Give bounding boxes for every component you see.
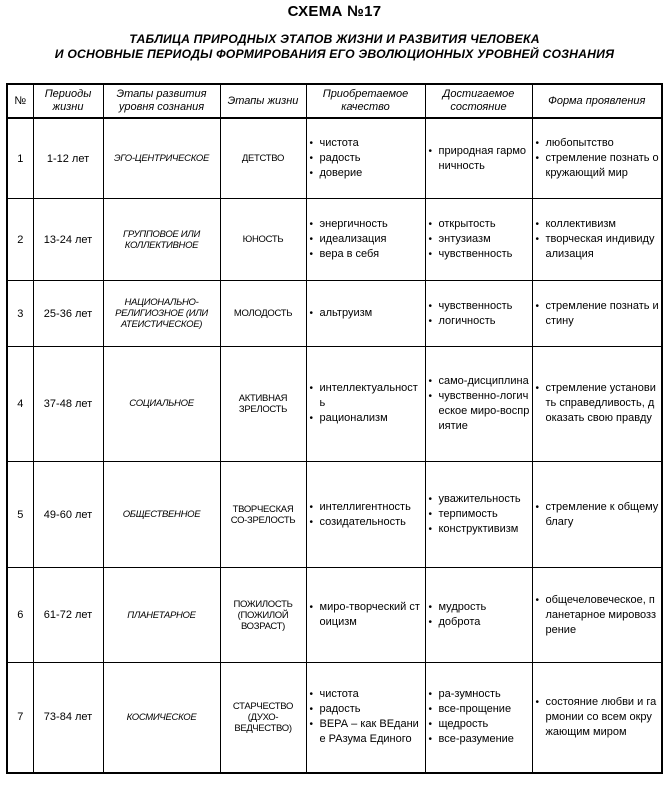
acquired-quality-item: • идеализация	[310, 232, 423, 247]
achieved-state-list	[425, 461, 532, 568]
achieved-state-list-bullets	[429, 374, 530, 434]
scheme-title: СХЕМА №17	[287, 3, 382, 20]
table-row	[7, 461, 662, 568]
acquired-quality-item: • чистота	[310, 687, 423, 702]
table-row	[7, 347, 662, 462]
achieved-state-item: • все-прощение	[429, 702, 530, 717]
header-num: №	[7, 84, 33, 118]
achieved-state-item: • уважительность	[429, 492, 530, 507]
achieved-state-item: • доброта	[429, 615, 530, 630]
acquired-quality-list-bullets	[310, 687, 423, 747]
life-period: 25-36 лет	[33, 281, 103, 347]
row-number: 3	[7, 281, 33, 347]
life-stage: МОЛОДОСТЬ	[220, 281, 306, 347]
consciousness-stage: ЭГО-ЦЕНТРИЧЕСКОЕ	[103, 118, 220, 199]
life-stage: ДЕТСТВО	[220, 118, 306, 199]
manifestation-form-list-bullets	[536, 695, 660, 740]
acquired-quality-list-bullets	[310, 381, 423, 426]
manifestation-form-list	[532, 568, 662, 662]
acquired-quality-list	[306, 281, 425, 347]
acquired-quality-list-bullets	[310, 500, 423, 530]
row-number: 5	[7, 461, 33, 568]
table-header-row	[7, 84, 662, 118]
manifestation-form-list-bullets	[536, 299, 660, 329]
acquired-quality-item: • энергичность	[310, 217, 423, 232]
achieved-state-item: • чувственность	[429, 299, 530, 314]
achieved-state-item: • конструктивизм	[429, 522, 530, 537]
acquired-quality-list	[306, 568, 425, 662]
achieved-state-list-bullets	[429, 299, 530, 329]
manifestation-form-list	[532, 461, 662, 568]
achieved-state-item: • природная гармоничность	[429, 144, 530, 174]
manifestation-form-list-bullets	[536, 593, 660, 638]
acquired-quality-item: • рационализм	[310, 411, 423, 426]
life-stage: ТВОРЧЕСКАЯ СО-ЗРЕЛОСТЬ	[220, 461, 306, 568]
acquired-quality-item: • интеллигентность	[310, 500, 423, 515]
achieved-state-item: • логичность	[429, 314, 530, 329]
achieved-state-item: • само-дисциплина	[429, 374, 530, 389]
header-period: Периоды жизни	[33, 84, 103, 118]
manifestation-form-list	[532, 281, 662, 347]
achieved-state-item: • ра-зумность	[429, 687, 530, 702]
manifestation-form-item: • стремление к общему благу	[536, 500, 660, 530]
achieved-state-list	[425, 347, 532, 462]
header-life: Этапы жизни	[220, 84, 306, 118]
table-subtitle-line-2: И ОСНОВНЫЕ ПЕРИОДЫ ФОРМИРОВАНИЯ ЕГО ЭВОЛЮЦИОННЫХ УРОВНЕЙ СОЗНАНИЯ	[54, 47, 615, 61]
life-period: 13-24 лет	[33, 199, 103, 281]
acquired-quality-list	[306, 118, 425, 199]
acquired-quality-item: • вера в себя	[310, 247, 423, 262]
acquired-quality-list	[306, 199, 425, 281]
achieved-state-item: • чувственность	[429, 247, 530, 262]
achieved-state-list	[425, 662, 532, 773]
life-stage: СТАРЧЕСТВО (ДУХО-ВЕДЧЕСТВО)	[220, 662, 306, 773]
acquired-quality-list	[306, 662, 425, 773]
consciousness-stage: ПЛАНЕТАРНОЕ	[103, 568, 220, 662]
row-number: 6	[7, 568, 33, 662]
table-row	[7, 199, 662, 281]
manifestation-form-list	[532, 347, 662, 462]
acquired-quality-item: • радость	[310, 702, 423, 717]
acquired-quality-item: • радость	[310, 151, 423, 166]
manifestation-form-item: • общечеловеческое, планетарное мировоззрение	[536, 593, 660, 638]
table-row	[7, 281, 662, 347]
manifestation-form-list-bullets	[536, 136, 660, 181]
acquired-quality-item: • доверие	[310, 166, 423, 181]
life-stage: АКТИВНАЯ ЗРЕЛОСТЬ	[220, 347, 306, 462]
life-stage: ПОЖИЛОСТЬ (ПОЖИЛОЙ ВОЗРАСТ)	[220, 568, 306, 662]
achieved-state-item: • все-разумение	[429, 732, 530, 747]
life-period: 1-12 лет	[33, 118, 103, 199]
row-number: 4	[7, 347, 33, 462]
achieved-state-list	[425, 118, 532, 199]
header-form: Форма проявления	[532, 84, 662, 118]
consciousness-stage: ГРУППОВОЕ ИЛИ КОЛЛЕКТИВНОЕ	[103, 199, 220, 281]
consciousness-stage: НАЦИОНАЛЬНО-РЕЛИГИОЗНОЕ (ИЛИ АТЕИСТИЧЕСКОЕ)	[103, 281, 220, 347]
acquired-quality-list	[306, 461, 425, 568]
achieved-state-list-bullets	[429, 492, 530, 537]
consciousness-stage: СОЦИАЛЬНОЕ	[103, 347, 220, 462]
row-number: 1	[7, 118, 33, 199]
manifestation-form-item: • любопытство	[536, 136, 660, 151]
manifestation-form-item: • стремление познать истину	[536, 299, 660, 329]
acquired-quality-item: • чистота	[310, 136, 423, 151]
achieved-state-item: • мудрость	[429, 600, 530, 615]
acquired-quality-item: • ВЕРА – как ВЕдание РАзума Единого	[310, 717, 423, 747]
table-row	[7, 662, 662, 773]
consciousness-stage: КОСМИЧЕСКОЕ	[103, 662, 220, 773]
achieved-state-item: • терпимость	[429, 507, 530, 522]
manifestation-form-list-bullets	[536, 500, 660, 530]
row-number: 7	[7, 662, 33, 773]
life-period: 61-72 лет	[33, 568, 103, 662]
row-number: 2	[7, 199, 33, 281]
table-row	[7, 568, 662, 662]
life-stage: ЮНОСТЬ	[220, 199, 306, 281]
achieved-state-list	[425, 568, 532, 662]
manifestation-form-list-bullets	[536, 381, 660, 426]
life-period: 73-84 лет	[33, 662, 103, 773]
table-row	[7, 118, 662, 199]
manifestation-form-list	[532, 118, 662, 199]
manifestation-form-item: • творческая индивидуализация	[536, 232, 660, 262]
achieved-state-list-bullets	[429, 600, 530, 630]
consciousness-stage: ОБЩЕСТВЕННОЕ	[103, 461, 220, 568]
acquired-quality-item: • миро-творческий стоицизм	[310, 600, 423, 630]
acquired-quality-item: • альтруизм	[310, 306, 423, 321]
header-quality: Приобретаемое качество	[306, 84, 425, 118]
achieved-state-list-bullets	[429, 687, 530, 747]
life-period: 37-48 лет	[33, 347, 103, 462]
achieved-state-list	[425, 199, 532, 281]
achieved-state-item: • открытость	[429, 217, 530, 232]
acquired-quality-list-bullets	[310, 136, 423, 181]
header-stage: Этапы развития уровня сознания	[103, 84, 220, 118]
life-stages-table	[6, 83, 663, 774]
acquired-quality-list-bullets	[310, 600, 423, 630]
acquired-quality-list-bullets	[310, 217, 423, 262]
achieved-state-item: • энтузиазм	[429, 232, 530, 247]
table-body	[7, 118, 662, 773]
achieved-state-list-bullets	[429, 144, 530, 174]
achieved-state-list-bullets	[429, 217, 530, 262]
achieved-state-list	[425, 281, 532, 347]
acquired-quality-item: • созидательность	[310, 515, 423, 530]
acquired-quality-item: • интеллектуальность	[310, 381, 423, 411]
header-state: Достигаемое состояние	[425, 84, 532, 118]
manifestation-form-item: • коллективизм	[536, 217, 660, 232]
achieved-state-item: • чувственно-логическое миро-восприятие	[429, 389, 530, 434]
manifestation-form-list	[532, 199, 662, 281]
achieved-state-item: • щедрость	[429, 717, 530, 732]
manifestation-form-item: • стремление познать окружающий мир	[536, 151, 660, 181]
manifestation-form-list-bullets	[536, 217, 660, 262]
life-period: 49-60 лет	[33, 461, 103, 568]
manifestation-form-item: • состояние любви и гармонии со всем окружающим миром	[536, 695, 660, 740]
acquired-quality-list-bullets	[310, 306, 423, 321]
manifestation-form-list	[532, 662, 662, 773]
manifestation-form-item: • стремление установить справедливость, доказать свою правду	[536, 381, 660, 426]
acquired-quality-list	[306, 347, 425, 462]
table-subtitle-line-1: ТАБЛИЦА ПРИРОДНЫХ ЭТАПОВ ЖИЗНИ И РАЗВИТИЯ ЧЕЛОВЕКА	[129, 32, 540, 46]
